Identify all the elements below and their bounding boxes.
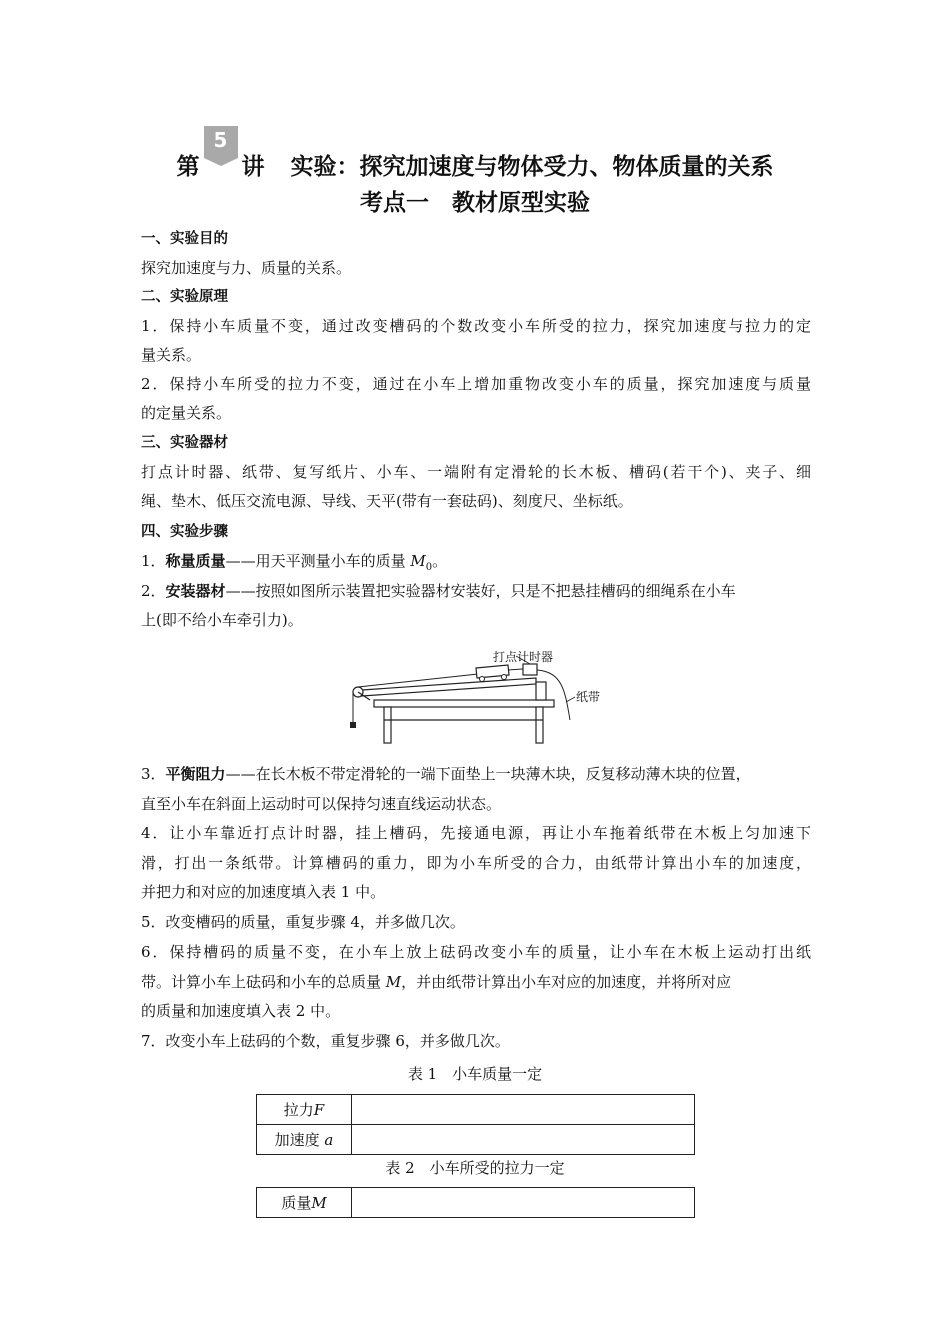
title-prefix: 第 — [176, 154, 200, 180]
principle-item-1-line-1: 1．保持小车质量不变，通过改变槽码的个数改变小车所受的拉力，探究加速度与拉力的定 — [141, 317, 811, 335]
table-1-caption: 表 1 小车质量一定 — [407, 1065, 543, 1083]
table-row — [257, 1095, 695, 1125]
step-3-line-1 — [141, 764, 751, 784]
mass-variable: M — [311, 1194, 327, 1212]
step-1-number: 1． — [141, 552, 166, 570]
step-2-text: ——按照如图所示装置把实验器材安装好，只是不把悬挂槽码的细绳系在小车 — [225, 582, 736, 600]
title-lecture-suffix: 讲 — [241, 154, 265, 180]
step-6-text-b: ，并由纸带计算出小车对应的加速度，并将所对应 — [401, 973, 732, 991]
principle-item-1-line-2: 量关系。 — [141, 346, 202, 364]
table-1-acceleration-values — [352, 1125, 695, 1155]
step-1-subscript: 0 — [425, 562, 433, 573]
equipment-line-1: 打点计时器、纸带、复写纸片、小车、一端附有定滑轮的长木板、槽码(若干个)、夹子、细 — [141, 463, 811, 481]
table-2-caption: 表 2 小车所受的拉力一定 — [385, 1159, 565, 1177]
step-2-number: 2． — [141, 582, 166, 600]
step-2-keyword: 安装器材 — [165, 582, 226, 600]
purpose-text: 探究加速度与力、质量的关系。 — [141, 259, 352, 277]
step-1-end: 。 — [432, 552, 448, 570]
step-6-text-a: 带。计算小车上砝码和小车的总质量 — [141, 973, 382, 991]
table-1-force-label: 拉力F — [257, 1095, 352, 1125]
equipment-line-2: 绳、垫木、低压交流电源、导线、天平(带有一套砝码)、刻度尺、坐标纸。 — [141, 492, 633, 510]
step-3-keyword: 平衡阻力 — [165, 765, 226, 783]
apparatus-figure — [340, 640, 600, 752]
figure-label-tape: 纸带 — [576, 690, 601, 704]
heading-purpose: 一、实验目的 — [141, 231, 228, 247]
step-1-keyword: 称量质量 — [165, 552, 226, 570]
step-5: 5．改变槽码的质量，重复步骤 4，并多做几次。 — [141, 913, 465, 931]
table-row — [257, 1125, 695, 1155]
step-4-line-2: 滑，打出一条纸带。计算槽码的重力，即为小车所受的合力，由纸带计算出小车的加速度， — [141, 854, 811, 872]
step-2-line-1 — [141, 581, 736, 601]
acceleration-variable: a — [324, 1131, 334, 1149]
table-2-mass-label: 质量M — [257, 1188, 352, 1218]
step-7: 7．改变小车上砝码的个数，重复步骤 6，并多做几次。 — [141, 1032, 510, 1050]
table-1-force-values — [352, 1095, 695, 1125]
apparatus-drawing — [340, 640, 600, 752]
step-1-variable: M — [410, 552, 426, 570]
heading-equipment: 三、实验器材 — [141, 435, 228, 451]
lecture-title — [0, 128, 950, 181]
table-1 — [256, 1094, 695, 1155]
step-6-line-2 — [141, 972, 731, 992]
figure-label-timer: 打点计时器 — [493, 650, 554, 664]
step-1-text: ——用天平测量小车的质量 — [225, 552, 406, 570]
lecture-number-badge — [204, 128, 238, 180]
step-4-line-3: 并把力和对应的加速度填入表 1 中。 — [141, 883, 386, 901]
heading-steps: 四、实验步骤 — [141, 524, 228, 540]
heading-principle: 二、实验原理 — [141, 289, 228, 305]
principle-item-2-line-1: 2．保持小车所受的拉力不变，通过在小车上增加重物改变小车的质量，探究加速度与质量 — [141, 375, 811, 393]
principle-item-2-line-2: 的定量关系。 — [141, 404, 232, 422]
step-4-line-1: 4．让小车靠近打点计时器，挂上槽码，先接通电源，再让小车拖着纸带在木板上匀加速下 — [141, 824, 811, 842]
section-subtitle: 考点一 教材原型实验 — [360, 190, 590, 216]
step-2-line-2: 上(即不给小车牵引力)。 — [141, 611, 303, 629]
table-1-acceleration-label: 加速度 a — [257, 1125, 352, 1155]
lecture-number: 5 — [213, 128, 228, 152]
step-3-number: 3． — [141, 765, 166, 783]
table-2-mass-values — [352, 1188, 695, 1218]
title-text: 实验：探究加速度与物体受力、物体质量的关系 — [290, 154, 774, 180]
step-3-text: ——在长木板不带定滑轮的一端下面垫上一块薄木块，反复移动薄木块的位置， — [225, 765, 751, 783]
force-variable: F — [313, 1101, 325, 1119]
step-6-line-3: 的质量和加速度填入表 2 中。 — [141, 1002, 341, 1020]
table-row — [257, 1188, 695, 1218]
step-1 — [141, 551, 447, 578]
step-6-variable: M — [385, 973, 402, 991]
step-6-line-1: 6．保持槽码的质量不变，在小车上放上砝码改变小车的质量，让小车在木板上运动打出纸 — [141, 943, 811, 961]
step-3-line-2: 直至小车在斜面上运动时可以保持匀速直线运动状态。 — [141, 795, 502, 813]
table-2 — [256, 1187, 695, 1218]
